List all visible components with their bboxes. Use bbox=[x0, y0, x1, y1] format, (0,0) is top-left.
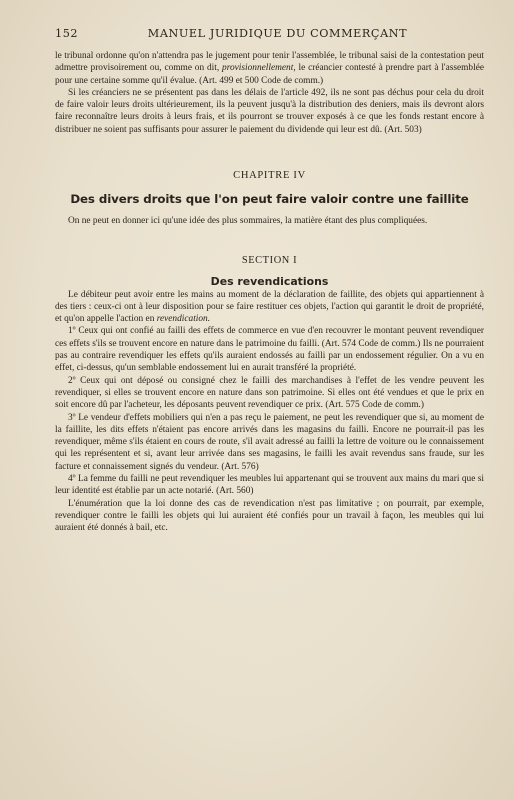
chapter-title: Des divers droits que l'on peut faire valoir contre une faillite bbox=[70, 192, 469, 207]
paragraph-item-1: 1º Ceux qui ont confié au failli des effets de commerce en vue d'en recouvrer le montant peuvent revendiquer ces effets s'ils se trouvent encore en nature dans le patrimoine du failli. (Art. 574 Code de comm.) Ils ne pourraient pas au contraire revendiquer les effets qu'ils auraient endossés au failli par un endossement régulier. On a vu en effet, ci-dessus, qu'un semblable endossement lui en aurait transféré la propriété. bbox=[55, 326, 484, 374]
text-run: , le créancier contesté à prendre part à l'assemblée pour une certaine somme qu'il évalue. (Art. 499 et 500 Code de comm.) bbox=[55, 63, 484, 86]
text-run: le tribunal ordonne qu'on n'attendra pas le jugement pour tenir l'assemblée, le tribunal saisi de la contestation peut admettre provisoirement ou, comme on dit, bbox=[55, 51, 484, 74]
page-body bbox=[55, 50, 484, 535]
section-label: SECTION I bbox=[241, 254, 298, 266]
running-title: MANUEL JURIDIQUE DU COMMERÇANT bbox=[147, 27, 408, 40]
section-intro bbox=[55, 289, 484, 326]
section-title: Des revendications bbox=[210, 275, 329, 289]
chapter-label: CHAPITRE IV bbox=[233, 170, 306, 182]
paragraph-item-4: 4º La femme du failli ne peut revendiquer les meubles lui appartenant qui se trouvent aux mains du mari que si leur identité est établie par un acte notarié. (Art. 560) bbox=[55, 474, 484, 497]
italic-term: revendication. bbox=[156, 314, 211, 325]
paragraph-continuation bbox=[55, 50, 484, 87]
paragraph-enumeration: L'énumération que la loi donne des cas de revendication n'est pas limitative ; on pourrait, par exemple, revendiquer contre le failli les objets qui lui auraient été confiés pour un travail à façon, les meubles qui lui auraient été donnés à bail, etc. bbox=[55, 498, 484, 534]
page-number: 152 bbox=[55, 27, 79, 40]
paragraph-item-2: 2º Ceux qui ont déposé ou consigné chez le failli des marchandises à l'effet de les vendre peuvent les revendiquer, si elles se trouvent encore en nature dans son patrimoine. Si elles ont été vendues et que le prix en soit encore dû par l'acheteur, les déposants peuvent revendiquer ce prix. (Art. 575 Code de comm.) bbox=[55, 375, 484, 411]
running-header bbox=[55, 27, 470, 40]
paragraph-late-creditors: Si les créanciers ne se présentent pas dans les délais de l'article 492, ils ne sont pas déchus pour cela du droit de faire valoir leurs droits ultérieurement, ils la peuvent jusqu'à la distribution des deniers, mais ils devront alors faire reconnaître leurs droits à leurs frais, et ils pourront se trouver exposés à ce que les fonds restant encore à distribuer ne soient pas suffisants pour assurer le paiement du dividende qui leur est dû. (Art. 503) bbox=[55, 87, 484, 135]
chapter-intro: On ne peut en donner ici qu'une idée des plus sommaires, la matière étant des plus compliquées. bbox=[68, 215, 428, 226]
paragraph-item-3: 3º Le vendeur d'effets mobiliers qui n'en a pas reçu le paiement, ne peut les revendiquer que si, au moment de la faillite, les dits effets n'étaient pas encore arrivés dans les magasins du failli. Encore ne pourrait-il pas les revendiquer, même s'ils étaient en cours de route, s'il avait adressé au failli la lettre de voiture ou le connaissement qui les représentent et si, avant leur arrivée dans ses magasins, le failli les avait revendus sans fraude, sur les facture et connaissement signés du vendeur. (Art. 576) bbox=[55, 412, 484, 472]
italic-term: provisionnellement bbox=[222, 63, 294, 74]
text-run: Le débiteur peut avoir entre les mains au moment de la déclaration de faillite, des objets qui appartiennent à des tiers : ceux-ci ont à leur disposition pour se faire restituer ces objets, l'action qui garantit le droit de propriété, et qu'on appelle l'action en bbox=[55, 289, 484, 325]
